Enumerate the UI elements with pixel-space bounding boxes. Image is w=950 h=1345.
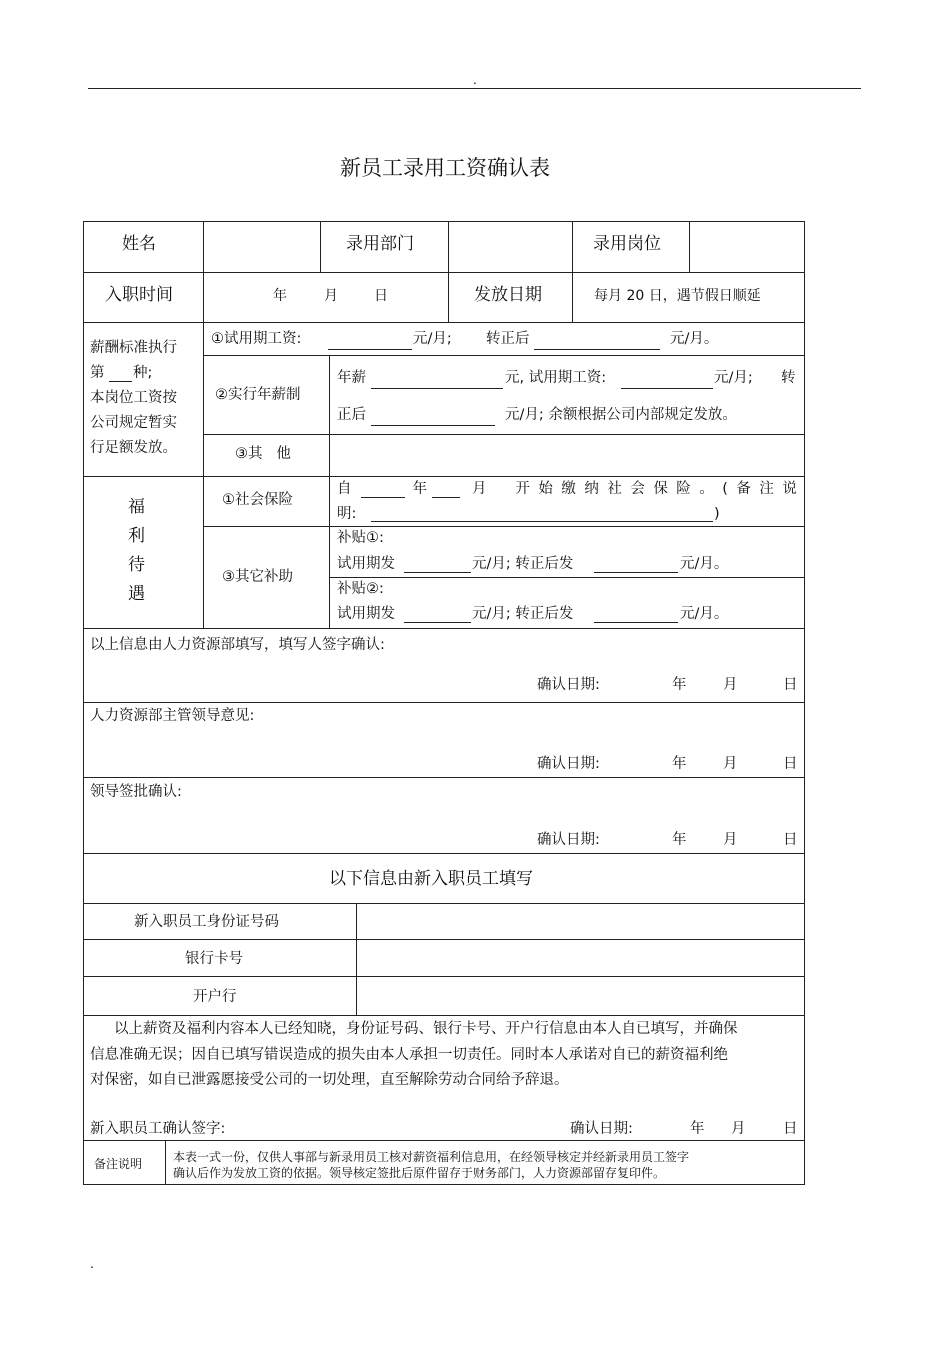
bank-branch-label: 开户行 bbox=[193, 989, 237, 1005]
welfare-char-1: 福 bbox=[128, 497, 145, 517]
entry-month: 月 bbox=[324, 288, 338, 304]
salary-standard-line3: 本岗位工资按 bbox=[90, 390, 177, 406]
hr-leader-month: 月 bbox=[723, 756, 738, 772]
annual-regular-blank[interactable] bbox=[371, 425, 495, 426]
salary-type-blank[interactable] bbox=[109, 381, 132, 382]
social-year-blank[interactable] bbox=[361, 497, 405, 498]
regular-salary-unit: 元/月。 bbox=[670, 331, 719, 347]
allowance-1-regular-label: 元/月; 转正后发 bbox=[472, 556, 574, 572]
hr-fill-text: 以上信息由人力资源部填写，填写人签字确认: bbox=[90, 637, 385, 653]
statement-line3: 对保密，如自已泄露愿接受公司的一切处理，直至解除劳动合同给予辞退。 bbox=[90, 1072, 569, 1088]
annual-regular-unit: 元/月; 余额根据公司内部规定发放。 bbox=[505, 407, 737, 423]
social-char: 年 bbox=[412, 481, 427, 497]
social-char: ( bbox=[722, 481, 728, 497]
allowance-2-regular-blank[interactable] bbox=[594, 622, 678, 623]
leader-year: 年 bbox=[672, 832, 687, 848]
social-char: 始 bbox=[538, 481, 553, 497]
header-dot: . bbox=[473, 73, 477, 87]
allowance-1-regular-blank[interactable] bbox=[594, 572, 678, 573]
employee-section-title: 以下信息由新入职员工填写 bbox=[329, 869, 533, 889]
social-char: 。 bbox=[699, 481, 714, 497]
leader-approval-text: 领导签批确认: bbox=[90, 784, 182, 800]
leader-day: 日 bbox=[783, 832, 798, 848]
id-number-field[interactable] bbox=[358, 905, 803, 938]
allowance-1-trial-blank[interactable] bbox=[404, 572, 471, 573]
salary-standard-line2b: 种; bbox=[133, 365, 153, 381]
hr-fill-year: 年 bbox=[672, 677, 687, 693]
allowance-2-trial-label: 试用期发 bbox=[337, 606, 395, 622]
statement-line2: 信息准确无误；因自已填写错误造成的损失由本人承担一切责任。同时本人承诺对自已的薪资福利绝 bbox=[90, 1047, 728, 1063]
social-char: 开 bbox=[515, 481, 530, 497]
employee-sign-label: 新入职员工确认签字: bbox=[90, 1121, 226, 1137]
bank-branch-field[interactable] bbox=[358, 978, 803, 1014]
allowance-2-trial-blank[interactable] bbox=[404, 622, 471, 623]
entry-year: 年 bbox=[273, 288, 287, 304]
social-note-close: ) bbox=[714, 506, 720, 522]
name-label: 姓名 bbox=[122, 234, 156, 254]
annual-salary-text: 年薪 bbox=[337, 370, 366, 386]
other-allowance-label: ③其它补助 bbox=[222, 569, 293, 585]
statement-line1: 以上薪资及福利内容本人已经知晓，身份证号码、银行卡号、开户行信息由本人自已填写，并确保 bbox=[114, 1021, 738, 1037]
employee-month: 月 bbox=[731, 1121, 746, 1137]
employee-year: 年 bbox=[690, 1121, 705, 1137]
entry-day: 日 bbox=[374, 288, 388, 304]
salary-standard-line1: 薪酬标准执行 bbox=[90, 340, 177, 356]
employee-day: 日 bbox=[783, 1121, 798, 1137]
social-char: 备 bbox=[736, 481, 751, 497]
pay-date-label: 发放日期 bbox=[474, 285, 542, 305]
hr-fill-month: 月 bbox=[723, 677, 738, 693]
social-char: 缴 bbox=[561, 481, 576, 497]
social-char: 说 bbox=[782, 481, 797, 497]
hr-leader-day: 日 bbox=[783, 756, 798, 772]
annual-salary-blank[interactable] bbox=[371, 388, 503, 389]
salary-standard-line4: 公司规定暂实 bbox=[90, 415, 177, 431]
social-month-blank[interactable] bbox=[432, 497, 460, 498]
other-salary-label: ③其 他 bbox=[235, 446, 291, 462]
salary-standard-line5: 行足额发放。 bbox=[90, 440, 177, 456]
remark-line2: 确认后作为发放工资的依据。领导核定签批后原件留存于财务部门，人力资源部留存复印件。 bbox=[173, 1166, 666, 1180]
department-field[interactable] bbox=[450, 223, 571, 271]
bank-card-label: 银行卡号 bbox=[185, 951, 243, 967]
footer-dot: . bbox=[90, 1257, 94, 1271]
social-note-label: 明: bbox=[337, 506, 357, 522]
page-title: 新员工录用工资确认表 bbox=[340, 156, 550, 180]
social-char: 注 bbox=[759, 481, 774, 497]
social-insurance-line1 bbox=[337, 482, 797, 497]
remark-line1: 本表一式一份，仅供人事部与新录用员工核对薪资福利信息用，在经领导核定并经新录用员工签字 bbox=[173, 1150, 690, 1164]
leader-confirm: 确认日期: bbox=[537, 832, 600, 848]
annual-trial-blank[interactable] bbox=[621, 388, 713, 389]
employee-confirm: 确认日期: bbox=[570, 1121, 633, 1137]
social-char: 社 bbox=[607, 481, 622, 497]
header-rule bbox=[88, 88, 861, 89]
welfare-char-2: 利 bbox=[128, 526, 145, 546]
social-char: 自 bbox=[337, 481, 352, 497]
annual-trial-label: 元, 试用期工资: bbox=[505, 370, 607, 386]
social-char: 会 bbox=[630, 481, 645, 497]
allowance-1-title: 补贴①: bbox=[337, 530, 384, 546]
social-char: 险 bbox=[676, 481, 691, 497]
allowance-1-unit: 元/月。 bbox=[680, 556, 729, 572]
department-label: 录用部门 bbox=[346, 234, 414, 254]
social-insurance-label: ①社会保险 bbox=[222, 492, 293, 508]
hr-leader-year: 年 bbox=[672, 756, 687, 772]
position-label: 录用岗位 bbox=[593, 234, 661, 254]
remark-label: 备注说明 bbox=[94, 1157, 143, 1171]
hr-fill-confirm: 确认日期: bbox=[537, 677, 600, 693]
social-char: 保 bbox=[653, 481, 668, 497]
annual-trial-unit: 元/月; bbox=[714, 370, 753, 386]
bank-card-field[interactable] bbox=[358, 941, 803, 975]
hr-leader-confirm: 确认日期: bbox=[537, 756, 600, 772]
position-field[interactable] bbox=[691, 223, 803, 271]
social-char: 月 bbox=[471, 481, 487, 497]
social-char: 纳 bbox=[584, 481, 599, 497]
salary-standard-line2a: 第 bbox=[90, 365, 105, 381]
welfare-char-3: 待 bbox=[128, 555, 145, 575]
welfare-char-4: 遇 bbox=[128, 584, 145, 604]
allowance-2-unit: 元/月。 bbox=[680, 606, 729, 622]
regular-after-label: 转正后 bbox=[486, 331, 530, 347]
hr-leader-text: 人力资源部主管领导意见: bbox=[90, 708, 255, 724]
hr-fill-day: 日 bbox=[783, 677, 798, 693]
regular-salary-blank[interactable] bbox=[534, 349, 660, 350]
leader-month: 月 bbox=[723, 832, 738, 848]
other-salary-field[interactable] bbox=[331, 436, 803, 475]
trial-salary-label: ①试用期工资: bbox=[211, 331, 302, 347]
annual-regular-prefix: 转 bbox=[781, 370, 796, 386]
allowance-1-trial-label: 试用期发 bbox=[337, 556, 395, 572]
pay-date-value: 每月 20 日，遇节假日顺延 bbox=[594, 288, 761, 304]
allowance-2-regular-label: 元/月; 转正后发 bbox=[472, 606, 574, 622]
social-note-blank[interactable] bbox=[371, 521, 713, 522]
name-field[interactable] bbox=[205, 223, 319, 271]
trial-salary-unit: 元/月; bbox=[413, 331, 452, 347]
trial-salary-blank[interactable] bbox=[328, 349, 412, 350]
allowance-2-title: 补贴②: bbox=[337, 581, 384, 597]
annual-regular-label: 正后 bbox=[337, 407, 366, 423]
entry-date-label: 入职时间 bbox=[105, 285, 173, 305]
annual-salary-label: ②实行年薪制 bbox=[215, 387, 301, 403]
id-number-label: 新入职员工身份证号码 bbox=[134, 914, 279, 930]
